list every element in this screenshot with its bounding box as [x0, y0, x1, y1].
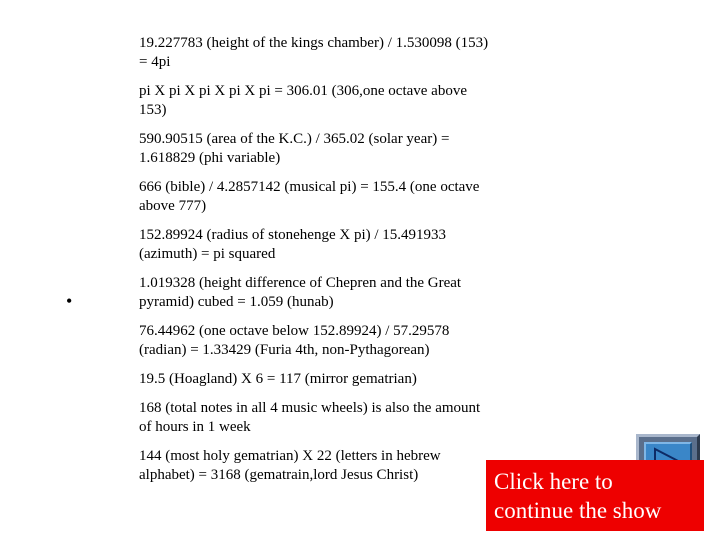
fact-item: 19.227783 (height of the kings chamber) / 1.530098 (153) = 4pi	[139, 35, 489, 70]
continue-line-1: Click here to	[494, 469, 613, 494]
fact-item: 590.90515 (area of the K.C.) / 365.02 (solar year) = 1.618829 (phi variable)	[139, 131, 450, 166]
fact-item: pi X pi X pi X pi X pi = 306.01 (306,one octave above 153)	[139, 83, 467, 118]
fact-item: 1.019328 (height difference of Chepren and the Great pyramid) cubed = 1.059 (hunab)	[139, 275, 462, 310]
fact-list	[139, 34, 491, 495]
bullet-mark: •	[66, 291, 73, 311]
fact-item: 666 (bible) / 4.2857142 (musical pi) = 155.4 (one octave above 777)	[139, 179, 480, 214]
fact-item: 19.5 (Hoagland) X 6 = 117 (mirror gematrian)	[139, 371, 417, 387]
fact-item: 144 (most holy gematrian) X 22 (letters in hebrew alphabet) = 3168 (gematrain,lord Jesus Christ)	[139, 448, 441, 483]
continue-show-link[interactable]	[486, 460, 704, 531]
fact-item: 76.44962 (one octave below 152.89924) / 57.29578 (radian) = 1.33429 (Furia 4th, non-Pythagorean)	[139, 323, 450, 358]
fact-item: 152.89924 (radius of stonehenge X pi) / 15.491933 (azimuth) = pi squared	[139, 227, 447, 262]
fact-item: 168 (total notes in all 4 music wheels) is also the amount of hours in 1 week	[139, 400, 481, 435]
continue-line-2: continue the show	[494, 498, 662, 523]
